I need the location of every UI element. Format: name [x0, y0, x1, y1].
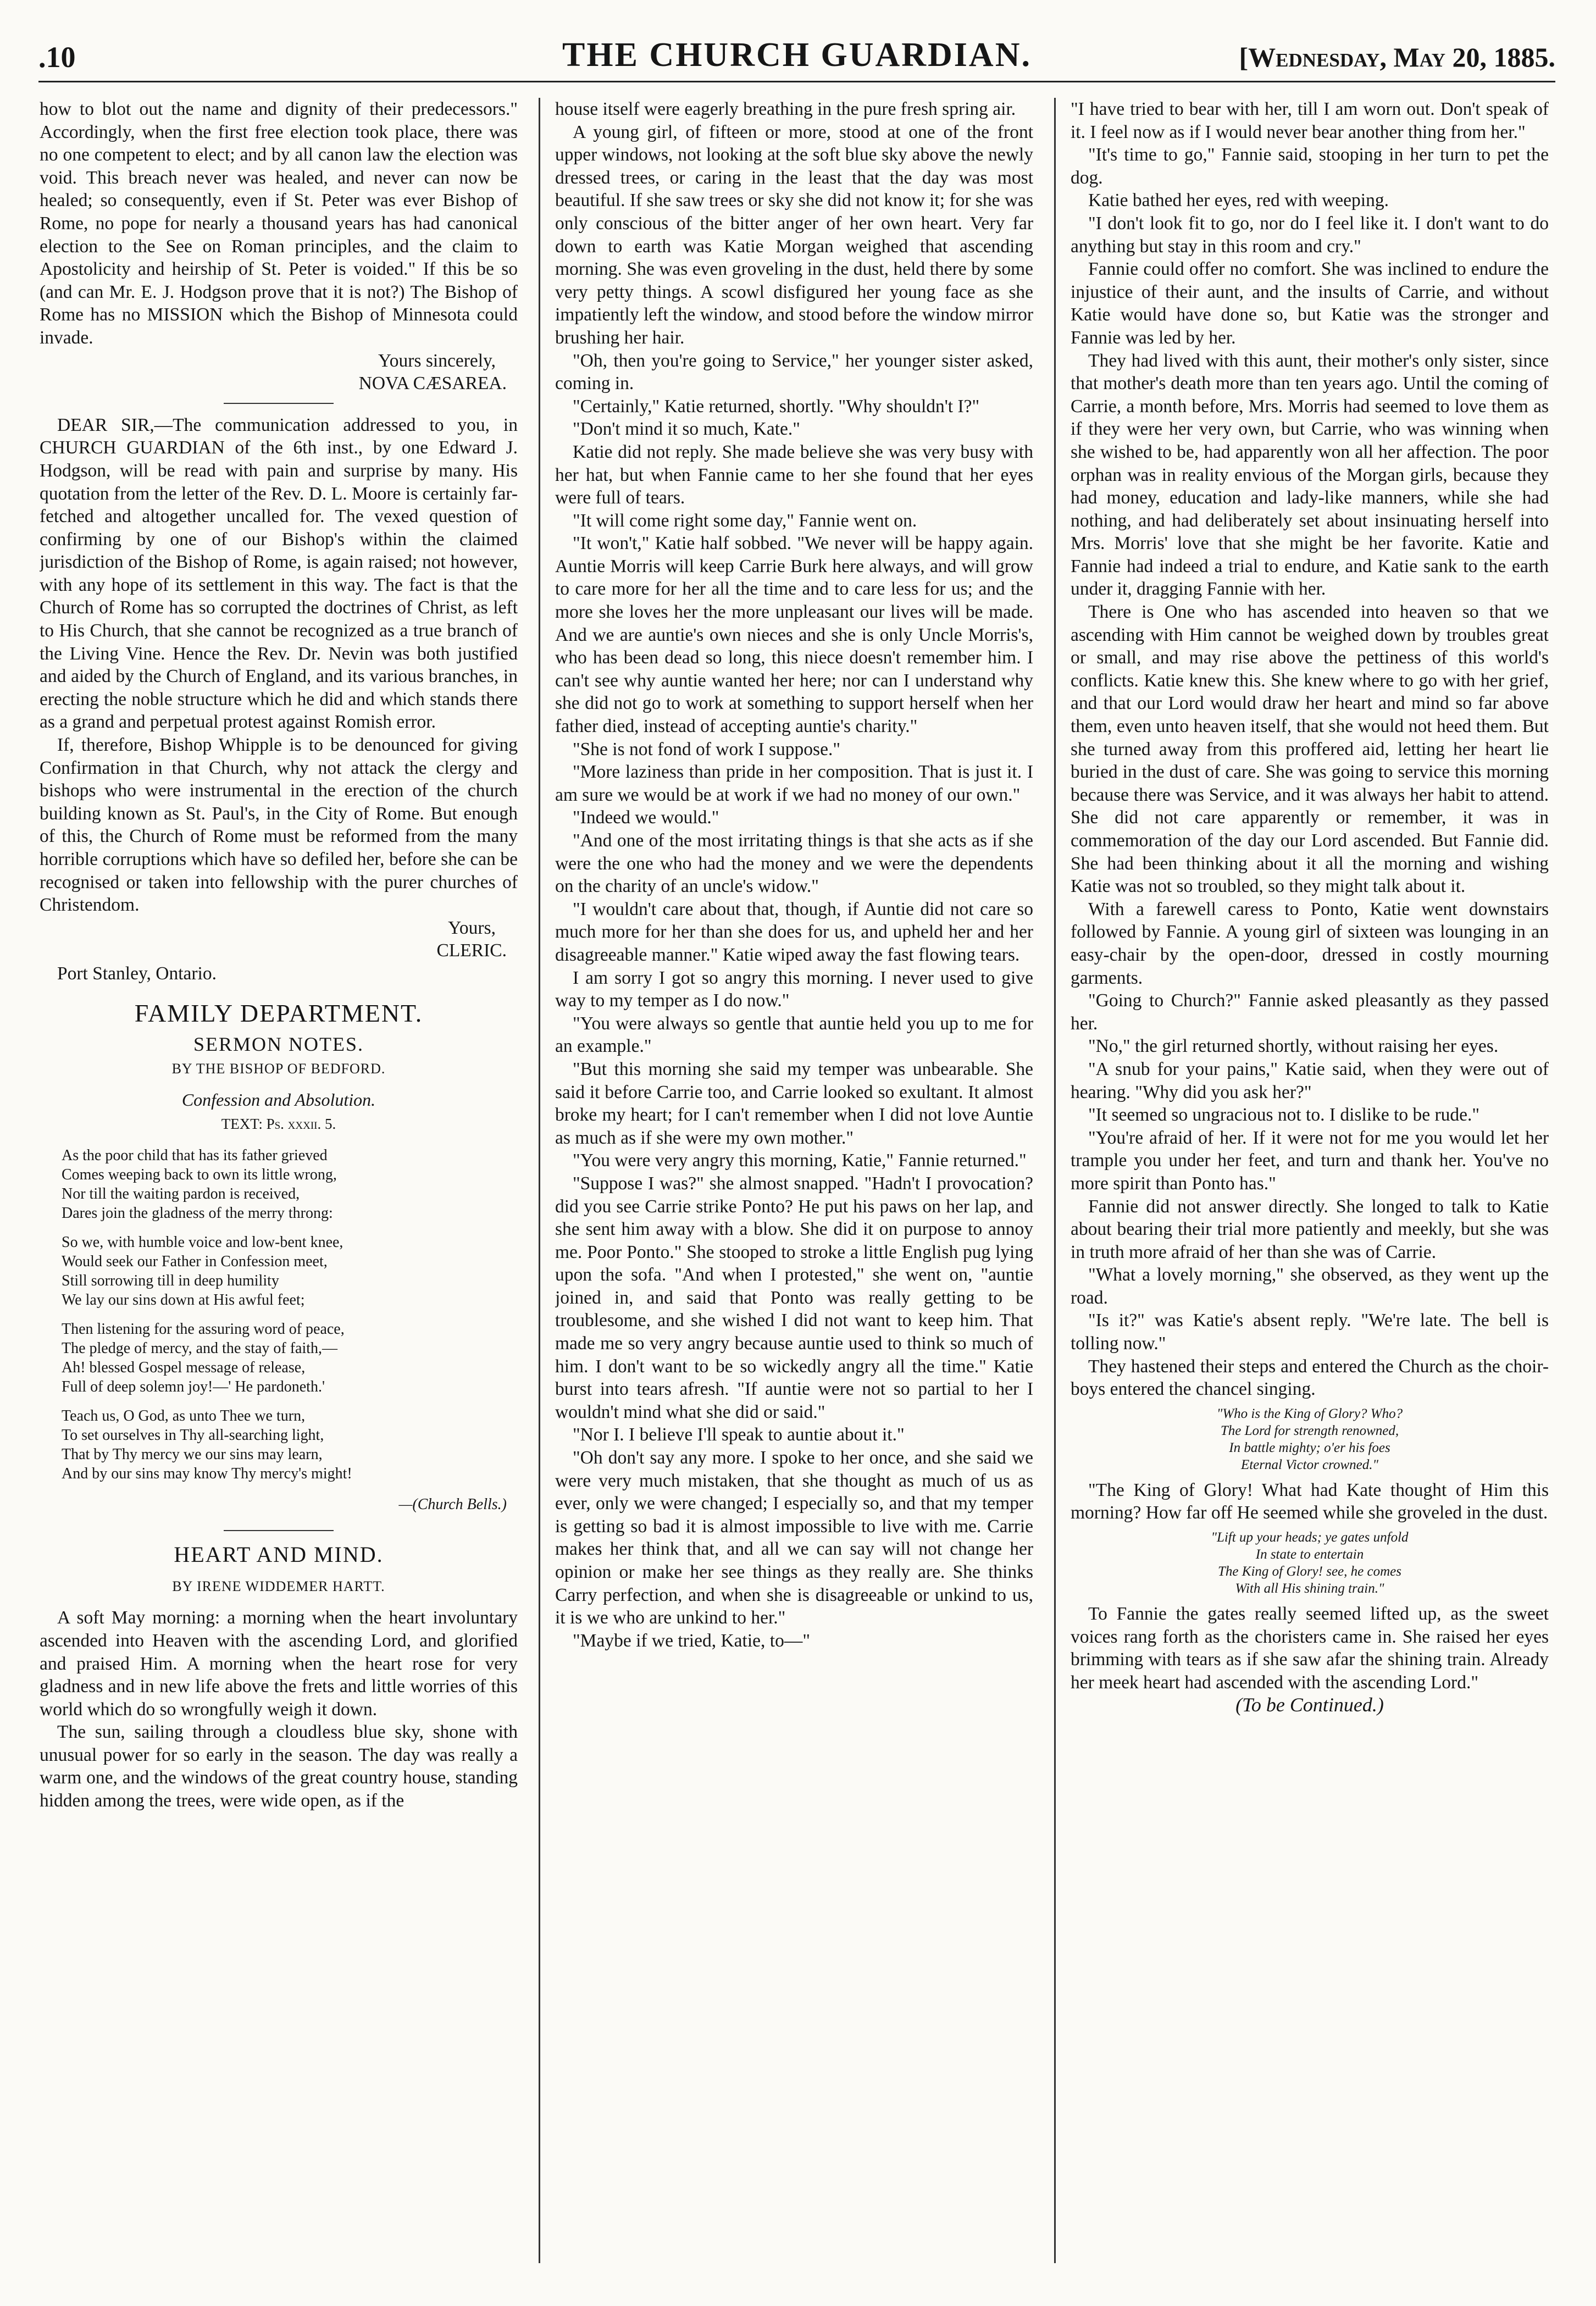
hymn-verse-2	[1071, 1529, 1549, 1597]
story-paragraph-1: A soft May morning: a morning when the heart involuntary ascended into Heaven with the ascending Lord, and glorified and praised Him. A morning when the heart rose for very gladness and in new life above the frets and little worries of this world which do so wrongfully weigh it down.	[40, 1607, 518, 1720]
column-rule-2	[1054, 98, 1056, 2263]
story-paragraph: "Oh don't say any more. I spoke to her once, and she said we were very much mistaken, that she thought as much of us as ever, only we were changed; I especially so, and that my temper is getting so bad it is almost impossible to live with me. Carrie makes her think that, and all we can say will not change her opinion or make her see things as they really are. She thinks Carry perfection, and when she is disagreeable or unkind to us, it is we who are unkind to her."	[555, 1448, 1033, 1628]
story-paragraph: "She is not fond of work I suppose."	[573, 739, 841, 760]
poem-stanza	[62, 1233, 518, 1310]
poem-line: Nor till the waiting pardon is received,	[62, 1185, 300, 1202]
story-paragraph: "I wouldn't care about that, though, if Auntie did not care so much more for her than she does for us, and upheld her and her disagreeable manner." Katie wiped away the fast flowing tears.	[555, 899, 1033, 965]
sermon-subtitle: Confession and Absolution.	[181, 1090, 376, 1110]
story-paragraph: "You were always so gentle that auntie held you up to me for an example."	[555, 1013, 1033, 1057]
family-department-heading: FAMILY DEPARTMENT.	[134, 999, 423, 1027]
story-paragraph: "Oh, then you're going to Service," her younger sister asked, coming in.	[555, 350, 1033, 394]
letter-2-signature: CLERIC.	[436, 940, 507, 961]
story-paragraph: "The King of Glory! What had Kate thought of Him this morning? How far off He seemed while she groveled in the dust.	[1071, 1479, 1549, 1523]
poem-line: Then listening for the assuring word of peace,	[62, 1320, 345, 1338]
poem-line: Dares join the gladness of the merry throng:	[62, 1204, 333, 1222]
poem-line: To set ourselves in Thy all-searching light,	[62, 1426, 324, 1444]
letter-2-paragraph-2: If, therefore, Bishop Whipple is to be denounced for giving Confirmation in that Church, why not attack the clergy and bishops who were instrumental in the erection of the church building known as St. Paul's, in the City of Rome. But enough of this, the Church of Rome must be reformed from the many horrible corruptions which have so defiled her, before she can be recognised or taken into fellowship with the purer churches of Christendom.	[40, 735, 518, 916]
poem	[62, 1146, 518, 1483]
poem-line: Would seek our Father in Confession meet,	[62, 1252, 328, 1270]
letter-1-signature: NOVA CÆSAREA.	[358, 373, 507, 394]
column-3	[1071, 98, 1549, 2274]
poem-line: So we, with humble voice and low-bent knee,	[62, 1233, 343, 1251]
story-paragraph: "I have tried to bear with her, till I am worn out. Don't speak of it. I feel now as if I would never bear another thing from her."	[1071, 99, 1549, 142]
newspaper-title: THE CHURCH GUARDIAN.	[562, 36, 1032, 74]
poem-line: Full of deep solemn joy!—' He pardoneth.'	[62, 1378, 325, 1395]
sermon-text-reference: TEXT: Ps. xxxii. 5.	[221, 1115, 336, 1132]
issue-date: [Wednesday, May 20, 1885.	[1239, 42, 1555, 73]
to-be-continued: (To be Continued.)	[1235, 1694, 1384, 1716]
story-paragraph: "Certainly," Katie returned, shortly. "Why shouldn't I?"	[573, 396, 980, 417]
story-paragraph: "Don't mind it so much, Kate."	[573, 419, 800, 440]
poem-attribution: —(Church Bells.)	[398, 1495, 507, 1513]
page-number: .10	[38, 41, 76, 74]
story-paragraph: "It seemed so ungracious not to. I dislike to be rude."	[1088, 1105, 1480, 1126]
poem-line: Teach us, O God, as unto Thee we turn,	[62, 1407, 306, 1424]
story-paragraph: "A snub for your pains," Katie said, when they were out of hearing. "Why did you ask her?"	[1071, 1058, 1549, 1102]
story-paragraph: Katie did not reply. She made believe she was very busy with her hat, but when Fannie came to her she found that her eyes were full of tears.	[555, 441, 1033, 508]
column-rule-1	[539, 98, 540, 2263]
story-paragraph: "Suppose I was?" she almost snapped. "Hadn't I provocation? did you see Carrie strike Ponto? He put his paws on her lap, and she sent him away with a blow. She did it on purpose to annoy me. Poor Ponto." She stooped to stroke a little English pug lying upon the sofa. "And when I protested," she went on, "auntie joined in, and said that Ponto was really getting to be troublesome, and she wished I did not want to keep him. That made me so very angry because auntie used to think so much of him. I don't want to be so wickedly angry all the time." Katie burst into tears afresh. "If auntie were not so partial to her I wouldn't mind what she did or said."	[555, 1173, 1033, 1422]
story-paragraph: "And one of the most irritating things is that she acts as if she were the one who had the money and we were the dependents on the charity of an uncle's widow."	[555, 830, 1033, 897]
poem-line: Ah! blessed Gospel message of release,	[62, 1359, 306, 1376]
story-paragraph: "You're afraid of her. If it were not for me you would let her trample you under her feet, and turn and thank her. You've no more spirit than Ponto has."	[1071, 1127, 1549, 1194]
story-paragraph: "What a lovely morning," she observed, as they went up the road.	[1071, 1265, 1549, 1308]
hymn-line: In battle mighty; o'er his foes	[1229, 1440, 1390, 1455]
poem-line: We lay our sins down at His awful feet;	[62, 1291, 305, 1309]
poem-line: That by Thy mercy we our sins may learn,	[62, 1445, 323, 1463]
story-paragraph: "It will come right some day," Fannie went on.	[573, 510, 917, 531]
story-paragraph: "Is it?" was Katie's absent reply. "We're late. The bell is tolling now."	[1071, 1310, 1549, 1354]
poem-line: As the poor child that has its father grieved	[62, 1146, 328, 1164]
hymn-line: "Lift up your heads; ye gates unfold	[1211, 1530, 1409, 1545]
story-heading: HEART AND MIND.	[174, 1542, 384, 1567]
story-paragraph: With a farewell caress to Ponto, Katie went downstairs followed by Fannie. A young girl of sixteen was lounging in an easy-chair by the open-door, dressed in costly mourning garments.	[1071, 899, 1549, 988]
story-paragraph: "It's time to go," Fannie said, stooping in her turn to pet the dog.	[1071, 145, 1549, 188]
letter-2-paragraph-1: DEAR SIR,—The communication addressed to you, in CHURCH GUARDIAN of the 6th inst., by one Edward J. Hodgson, will be read with pain and surprise by many. His quotation from the letter of the Rev. D. L. Moore is certainly far-fetched and altogether uncalled for. The vexed question of confirming by one of our Bishop's within the claimed jurisdiction of the Bishop of Rome, is again raised; not however, with any hope of its settlement in this way. The fact is that the Church of Rome has so corrupted the doctrines of Christ, as left to His Church, that she cannot be recognized as a true branch of the Living Vine. Hence the Rev. Dr. Nevin was both justified and aided by the Church of England, and its various branches, in erecting the noble structure which he did and which stands there as a grand and perpetual protest against Romish error.	[40, 414, 518, 733]
story-paragraph: Katie bathed her eyes, red with weeping.	[1088, 190, 1389, 211]
hymn-line: With all His shining train."	[1235, 1581, 1384, 1597]
story-paragraph: "More laziness than pride in her composition. That is just it. I am sure we would be at work if we had no money of our own."	[555, 762, 1033, 805]
hymn-line: The King of Glory! see, he comes	[1218, 1564, 1401, 1579]
story-paragraph: "Maybe if we tried, Katie, to—"	[573, 1630, 811, 1651]
masthead	[38, 30, 1555, 82]
story-paragraph: They had lived with this aunt, their mother's only sister, since that mother's death more than ten years ago. Until the coming of Carrie, a month before, Mrs. Morris had seemed to love them as if they were her very own, but Carrie, who was winning when she wished to be, had apparently won all her affection. The poor orphan was in reality envious of the Morgan girls, because they had money, education and lady-like manners, while she had nothing, and had deliberately set about insinuating herself into Mrs. Morris' love that she might be her favorite. Katie and Fannie had indeed a trial to endure, and Katie sank to the earth under it, dragging Fannie with her.	[1071, 350, 1549, 600]
story-paragraph: "Going to Church?" Fannie asked pleasantly as they passed her.	[1071, 990, 1549, 1034]
story-paragraph: house itself were eagerly breathing in the pure fresh spring air.	[555, 99, 1016, 119]
letter-2-place: Port Stanley, Ontario.	[57, 963, 217, 984]
hymn-line: "Who is the King of Glory? Who?	[1216, 1406, 1403, 1421]
story-paragraph: There is One who has ascended into heaven so that we ascending with Him cannot be weighed down by troubles great or small, and may rise above the pettiness of this world's conflicts. Katie knew this. She knew where to go with her grief, and that our Lord would draw her heart and mind so far above them, even unto heaven itself, that she would not heed them. But she turned away from this proffered aid, letting her heart lie buried in the dust of care. She was going to service this morning because there was Service, and it was always her habit to attend. She did not care apparently or remember, it was in commemoration of the day our Lord ascended. But Fannie did. She had been thinking about it all the morning and wishing Katie was not so troubled, so they might talk about it.	[1071, 602, 1549, 897]
story-paragraph: They hastened their steps and entered the Church as the choir-boys entered the chancel singing.	[1071, 1356, 1549, 1400]
hymn-line: Eternal Victor crowned."	[1240, 1457, 1379, 1472]
sermon-byline: BY THE BISHOP OF BEDFORD.	[171, 1060, 386, 1077]
letter-2-closing: Yours,	[448, 917, 496, 938]
story-paragraph: "It won't," Katie half sobbed. "We never will be happy again. Auntie Morris will keep Carrie Burk here always, and will grow to care more for her all the time and to care less for us; and the more she loves her the more unpleasant our lives will be made. And we are auntie's own nieces and she is only Uncle Morris's, who has been dead so long, this niece doesn't remember him. I can't see why auntie wanted her here; nor can I understand why she did not go to work at something to support herself when her father died, instead of accepting auntie's charity."	[555, 533, 1033, 737]
poem-stanza	[62, 1406, 518, 1483]
column-1	[40, 98, 518, 2274]
column-2	[555, 98, 1033, 2274]
letter-1-closing: Yours sincerely,	[378, 350, 496, 371]
hymn-line: In state to entertain	[1255, 1547, 1364, 1562]
story-paragraph: "You were very angry this morning, Katie," Fannie returned."	[573, 1150, 1027, 1171]
hymn-line: The Lord for strength renowned,	[1220, 1423, 1399, 1438]
sermon-notes-heading: SERMON NOTES.	[193, 1033, 364, 1056]
story-paragraph: Fannie could offer no comfort. She was inclined to endure the injustice of their aunt, and the insults of Carrie, and without Katie would have done so, but Katie was the stronger and Fannie was led by her.	[1071, 259, 1549, 348]
story-byline: BY IRENE WIDDEMER HARTT.	[172, 1578, 385, 1594]
story-paragraph: I am sorry I got so angry this morning. I never used to give way to my temper as I do now."	[555, 967, 1033, 1011]
story-paragraph: "Nor I. I believe I'll speak to auntie about it."	[573, 1424, 905, 1445]
story-paragraph: A young girl, of fifteen or more, stood at one of the front upper windows, not looking at the soft blue sky above the newly dressed trees, or caring in the least that the day was most beautiful. If she saw trees or sky she did not know it; for she was only conscious of the bitter anger of her own heart. Very far down to earth was Katie Morgan weighed that ascending morning. She was even groveling in the dust, held there by some very petty things. A scowl disfigured her young face as she impatiently left the window, and stood before the window mirror brushing her hair.	[555, 121, 1033, 348]
story-paragraph: Fannie did not answer directly. She longed to talk to Katie about bearing their trial more patiently and meekly, but she was in truth more afraid of her than she was of Carrie.	[1071, 1196, 1549, 1262]
poem-line: Comes weeping back to own its little wrong,	[62, 1166, 337, 1183]
poem-stanza	[62, 1320, 518, 1396]
hymn-verse-1	[1071, 1405, 1549, 1473]
poem-line: The pledge of mercy, and the stay of faith,—	[62, 1339, 338, 1357]
story-paragraph-2: The sun, sailing through a cloudless blue sky, shone with unusual power for so early in the season. The day was really a warm one, and the windows of the great country house, standing hidden among the trees, were wide open, as if the	[40, 1722, 518, 1811]
letter-1-text: how to blot out the name and dignity of their predecessors." Accordingly, when the first free election took place, there was no one competent to elect; and by all canon law the election was void. This breach never was healed, and never can now be healed; so consequently, even if St. Peter was ever Bishop of Rome, no pope for nearly a thousand years has had canonical election to the See on Roman principles, and the claim to Apostolicity and heirship of St. Peter is voided." If this be so (and can Mr. E. J. Hodgson prove that it is not?) The Bishop of Rome has no MISSION which the Bishop of Minnesota could invade.	[40, 99, 518, 348]
story-paragraph: "No," the girl returned shortly, without raising her eyes.	[1088, 1036, 1499, 1057]
story-paragraph: "But this morning she said my temper was unbearable. She said it before Carrie too, and Carrie looked so exultant. It almost broke my heart; for I can't remember when I did not love Auntie as much as if she were my own mother."	[555, 1058, 1033, 1148]
story-paragraph: "Indeed we would."	[573, 807, 719, 828]
story-paragraph: "I don't look fit to go, nor do I feel like it. I don't want to do anything but stay in this room and cry."	[1071, 213, 1549, 257]
letter-divider	[224, 403, 334, 404]
story-paragraph: To Fannie the gates really seemed lifted up, as the sweet voices rang forth as the choristers came in. She raised her eyes brimming with tears as if she saw afar the shining train. Already her meek heart had ascended with the ascending Lord."	[1071, 1604, 1549, 1693]
poem-stanza	[62, 1146, 518, 1223]
poem-line: And by our sins may know Thy mercy's might!	[62, 1465, 352, 1482]
section-divider	[224, 1530, 334, 1531]
poem-line: Still sorrowing till in deep humility	[62, 1272, 279, 1289]
